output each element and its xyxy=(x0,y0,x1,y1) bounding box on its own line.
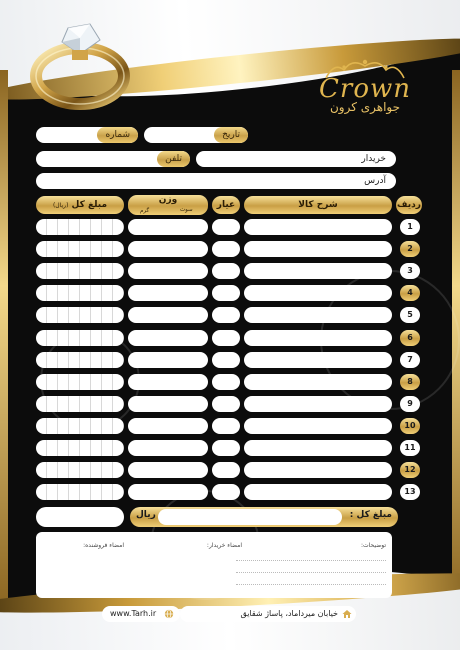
weight-cell[interactable] xyxy=(128,263,208,279)
row-number: 5 xyxy=(400,307,420,323)
description-cell[interactable] xyxy=(244,330,392,346)
karat-cell[interactable] xyxy=(212,484,240,500)
row-number: 10 xyxy=(400,418,420,434)
address-label: آدرس xyxy=(364,176,386,186)
description-cell[interactable] xyxy=(244,285,392,301)
row-number: 13 xyxy=(400,484,420,500)
total-cell[interactable] xyxy=(36,396,124,412)
row-number: 6 xyxy=(400,330,420,346)
total-cell[interactable] xyxy=(36,307,124,323)
weight-cell[interactable] xyxy=(128,241,208,257)
grand-total-row xyxy=(130,507,398,527)
total-cell[interactable] xyxy=(36,374,124,390)
buyer-label: خریدار xyxy=(361,154,386,164)
address-field[interactable] xyxy=(36,173,396,189)
total-cell[interactable] xyxy=(36,241,124,257)
total-cell[interactable] xyxy=(36,330,124,346)
total-cell[interactable] xyxy=(36,484,124,500)
notes-line xyxy=(236,572,386,573)
row-number: 2 xyxy=(400,241,420,257)
notes-line xyxy=(236,560,386,561)
weight-cell[interactable] xyxy=(128,462,208,478)
total-cell[interactable] xyxy=(36,263,124,279)
date-label: تاریخ xyxy=(214,127,248,143)
column-header-weight-gram: گرم xyxy=(140,208,150,214)
column-header-total-label: مبلغ کل xyxy=(71,200,108,210)
buyer-signature-label: امضاء خریدار: xyxy=(206,542,242,549)
date-field[interactable] xyxy=(144,127,248,143)
karat-cell[interactable] xyxy=(212,219,240,235)
row-number: 7 xyxy=(400,352,420,368)
column-header-total xyxy=(36,196,124,214)
row-number: 11 xyxy=(400,440,420,456)
karat-cell[interactable] xyxy=(212,330,240,346)
weight-cell[interactable] xyxy=(128,307,208,323)
description-cell[interactable] xyxy=(244,484,392,500)
right-gold-border xyxy=(452,70,460,610)
notes-label[interactable]: توضیحات: xyxy=(360,542,386,549)
column-header-karat: عیار xyxy=(212,196,240,214)
number-label: شماره xyxy=(97,127,138,143)
column-header-description: شرح کالا xyxy=(244,196,392,214)
weight-cell[interactable] xyxy=(128,330,208,346)
weight-cell[interactable] xyxy=(128,352,208,368)
buyer-field[interactable] xyxy=(196,151,396,167)
description-cell[interactable] xyxy=(244,219,392,235)
number-field[interactable] xyxy=(36,127,138,143)
total-cell[interactable] xyxy=(36,219,124,235)
notes-line xyxy=(236,584,386,585)
phone-field[interactable] xyxy=(36,151,190,167)
grand-total-unit: ریال xyxy=(136,510,156,520)
left-gold-border xyxy=(0,70,8,610)
column-header-weight xyxy=(128,195,208,215)
row-number: 12 xyxy=(400,462,420,478)
column-header-weight-sot: سوت xyxy=(180,207,193,213)
column-header-total-unit: (ریال) xyxy=(52,202,69,209)
footer-address-text: خیابان میرداماد، پاساژ شقایق xyxy=(240,609,338,618)
description-cell[interactable] xyxy=(244,396,392,412)
total-cell[interactable] xyxy=(36,285,124,301)
description-cell[interactable] xyxy=(244,241,392,257)
row-number: 3 xyxy=(400,263,420,279)
brand-logo xyxy=(300,56,430,114)
description-cell[interactable] xyxy=(244,462,392,478)
description-cell[interactable] xyxy=(244,307,392,323)
phone-label: تلفن xyxy=(157,151,190,167)
total-cell[interactable] xyxy=(36,462,124,478)
seller-signature-label: امضاء فروشنده: xyxy=(83,542,124,549)
karat-cell[interactable] xyxy=(212,241,240,257)
description-cell[interactable] xyxy=(244,440,392,456)
footer-address xyxy=(180,606,356,622)
column-header-row: ردیف xyxy=(396,196,422,214)
weight-cell[interactable] xyxy=(128,285,208,301)
karat-cell[interactable] xyxy=(212,374,240,390)
weight-cell[interactable] xyxy=(128,374,208,390)
karat-cell[interactable] xyxy=(212,418,240,434)
karat-cell[interactable] xyxy=(212,285,240,301)
globe-icon xyxy=(164,609,174,619)
karat-cell[interactable] xyxy=(212,263,240,279)
home-icon xyxy=(342,609,352,619)
row-number: 4 xyxy=(400,285,420,301)
weight-cell[interactable] xyxy=(128,484,208,500)
grand-total-input[interactable] xyxy=(158,509,342,525)
signature-panel xyxy=(36,532,392,598)
brand-name-english: Crown xyxy=(319,74,411,104)
description-cell[interactable] xyxy=(244,374,392,390)
row-number: 1 xyxy=(400,219,420,235)
row-number: 8 xyxy=(400,374,420,390)
description-cell[interactable] xyxy=(244,418,392,434)
weight-cell[interactable] xyxy=(128,219,208,235)
karat-cell[interactable] xyxy=(212,396,240,412)
karat-cell[interactable] xyxy=(212,307,240,323)
description-cell[interactable] xyxy=(244,352,392,368)
karat-cell[interactable] xyxy=(212,440,240,456)
total-cell[interactable] xyxy=(36,440,124,456)
karat-cell[interactable] xyxy=(212,462,240,478)
row-number: 9 xyxy=(400,396,420,412)
weight-cell[interactable] xyxy=(128,440,208,456)
footer-website[interactable] xyxy=(102,606,180,622)
brand-name-persian: جواهری کرون xyxy=(329,100,401,114)
column-header-weight-label: وزن xyxy=(158,195,178,205)
weight-cell[interactable] xyxy=(128,418,208,434)
weight-cell[interactable] xyxy=(128,396,208,412)
total-left-field[interactable] xyxy=(36,507,124,527)
description-cell[interactable] xyxy=(244,263,392,279)
total-cell[interactable] xyxy=(36,418,124,434)
footer-website-text: www.Tarh.ir xyxy=(110,609,157,618)
diamond-ring-icon xyxy=(20,14,130,114)
karat-cell[interactable] xyxy=(212,352,240,368)
grand-total-label: مبلغ کل : xyxy=(349,510,392,520)
total-cell[interactable] xyxy=(36,352,124,368)
